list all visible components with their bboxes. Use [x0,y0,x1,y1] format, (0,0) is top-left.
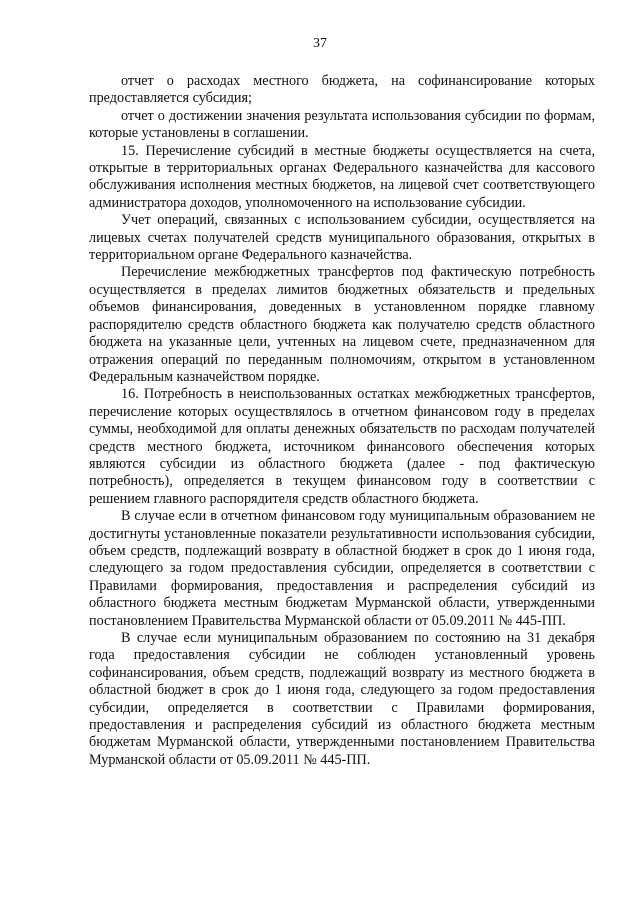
paragraph-refund-indicators: В случае если в отчетном финансовом году муниципальным образованием не достигнуты установленные показатели результативности использования субсидии, объем средств, подлежащий возврату в областной бюджет в срок до 1 июня года, следующего за годом предоставления субсидии, определяется в соответствии с Правилами формирования, предоставления и распределения субсидий из областного бюджета местным бюджетам Мурманской области, утвержденными постановлением Правительства Мурманской области от 05.09.2011 № 445-ПП. [89,508,595,629]
paragraph-transfers: Перечисление межбюджетных трансфертов под фактическую потребность осуществляется в пределах лимитов бюджетных обязательств и предельных объемов финансирования, доведенных в установленном порядке главному распорядителю средств областного бюджета как получателю средств областного бюджета на указанные цели, учтенных на лицевом счете, предназначенном для отражения операций по переданным полномочиям, открытом в установленном Федеральным казначейством порядке. [89,264,595,385]
paragraph-report-results: отчет о достижении значения результата использования субсидии по формам, которые установлены в соглашении. [89,107,595,142]
paragraph-section-16: 16. Потребность в неиспользованных остатках межбюджетных трансфертов, перечисление которых осуществлялось в отчетном финансовом году в пределах суммы, необходимой для оплаты денежных обязательств по расходам получателей средств местного бюджета, источником финансового обеспечения которых являются субсидии из областного бюджета (далее - под фактическую потребность), определяется в текущем финансовом году в соответствии с решением главного распорядителя средств областного бюджета. [89,386,595,507]
body-text [89,73,595,769]
paragraph-accounting: Учет операций, связанных с использованием субсидии, осуществляется на лицевых счетах получателей средств муниципального образования, открытых в территориальном органе Федерального казначейства. [89,212,595,264]
paragraph-refund-cofinancing: В случае если муниципальным образованием по состоянию на 31 декабря года предоставления субсидии не соблюден установленный уровень софинансирования, объем средств, подлежащий возврату из местного бюджета в областной бюджет в срок до 1 июня года, следующего за годом предоставления субсидии, определяется в соответствии с Правилами формирования, предоставления и распределения субсидий из областного бюджета местным бюджетам Мурманской области, утвержденными постановлением Правительства Мурманской области от 05.09.2011 № 445-ПП. [89,630,595,768]
paragraph-report-expenses: отчет о расходах местного бюджета, на софинансирование которых предоставляется субсидия; [89,73,595,107]
paragraph-section-15: 15. Перечисление субсидий в местные бюджеты осуществляется на счета, открытые в территориальных органах Федерального казначейства для кассового обслуживания исполнения местных бюджетов, на лицевой счет соответствующего администратора доходов, уполномоченного на использование субсидии. [89,142,595,211]
page-number: 37 [313,36,327,51]
